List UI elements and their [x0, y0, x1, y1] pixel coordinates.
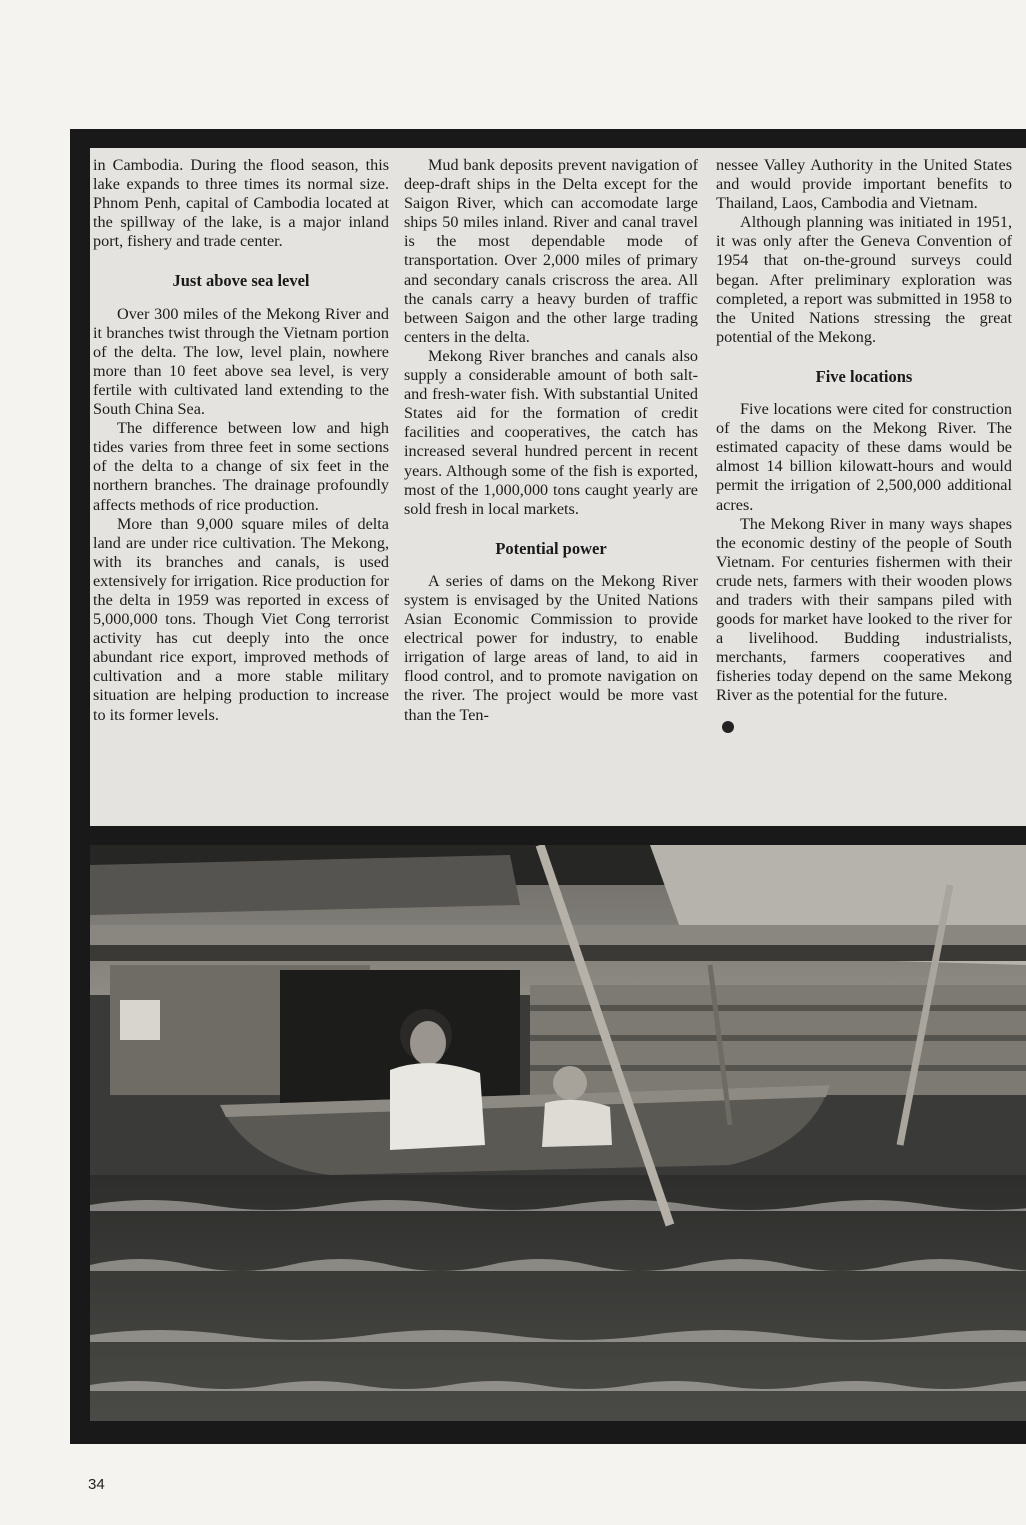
paragraph: The difference between low and high tides varies from three feet in some sections of the delta to a change of six feet in the northern branches. The drainage profoundly affects methods of rice production.: [93, 419, 389, 514]
article-column-2: [404, 156, 698, 725]
paragraph: A series of dams on the Mekong River system is envisaged by the United Nations Asian Economic Commission to provide electrical power for industry, to enable irrigation of large areas of land, to aid in flood control, and to promote navigation on the river. The project would be more vast than the Ten-: [404, 571, 698, 724]
section-heading: Just above sea level: [172, 271, 310, 291]
section-heading: Potential power: [495, 538, 607, 558]
paragraph: Although planning was initiated in 1951, it was only after the Geneva Convention of 1954 that on-the-ground surveys could began. After preliminary exploration was completed, a report was submitted in 1958 to the United Nations stressing the great potential of the Mekong.: [716, 213, 1012, 346]
photo-illustration: [90, 845, 1026, 1421]
paragraph: The Mekong River in many ways shapes the economic destiny of the people of South Vietnam. For centuries fishermen with their crude nets, farmers with their wooden plows and traders with their sampans piled with goods for market have looked to the river for a livelihood. Budding industrialists, merchants, farmers cooperatives and fisheries today depend on the same Mekong River as the potential for the future.: [716, 514, 1012, 705]
paragraph: Over 300 miles of the Mekong River and it branches twist through the Vietnam portion of the delta. The low, level plain, nowhere more than 10 feet above sea level, is very fertile with cultivated land extending to the South China Sea.: [93, 304, 389, 419]
paragraph: Mekong River branches and canals also supply a considerable amount of both salt- and fresh-water fish. With substantial United States aid for the formation of credit facilities and cooperatives, the catch has increased several hundred percent in recent years. Although some of the fish is exported, most of the 1,000,000 tons caught yearly are sold fresh in local markets.: [404, 346, 698, 518]
boat-photograph: [90, 845, 1026, 1421]
paragraph: More than 9,000 square miles of delta land are under rice cultivation. The Mekong, with its branches and canals, is used extensively for irrigation. Rice production for the delta in 1959 was reported in excess of 5,000,000 tons. Though Viet Cong terrorist activity has cut deeply into the once abundant rice export, improved methods of cultivation and a more stable military situation are helping production to increase to its former levels.: [93, 514, 389, 724]
article-text-panel: [90, 148, 1026, 826]
paragraph: Mud bank deposits prevent navigation of deep-draft ships in the Delta except for the Saigon River, which can accomodate large ships 50 miles inland. River and canal travel is the most dependable mode of transportation. Over 2,000 miles of primary and secondary canals criscross the area. All the canals carry a heavy burden of traffic between Saigon and the other large trading centers in the delta.: [404, 156, 698, 346]
paragraph: in Cambodia. During the flood season, this lake expands to three times its normal size. Phnom Penh, capital of Cambodia located at the spillway of the lake, is a major inland port, fishery and trade center.: [93, 156, 389, 251]
paragraph: Five locations were cited for construction of the dams on the Mekong River. The estimated capacity of these dams would be almost 14 billion kilowatt-hours and would permit the irrigation of 2,500,000 additional acres.: [716, 400, 1012, 514]
page-number: 34: [88, 1476, 105, 1493]
section-heading: Five locations: [815, 366, 913, 386]
end-mark-icon: [722, 721, 734, 733]
paragraph: nessee Valley Authority in the United States and would provide important benefits to Thailand, Laos, Cambodia and Vietnam.: [716, 156, 1012, 213]
article-column-3: [716, 156, 1012, 725]
article-column-1: [93, 156, 389, 725]
